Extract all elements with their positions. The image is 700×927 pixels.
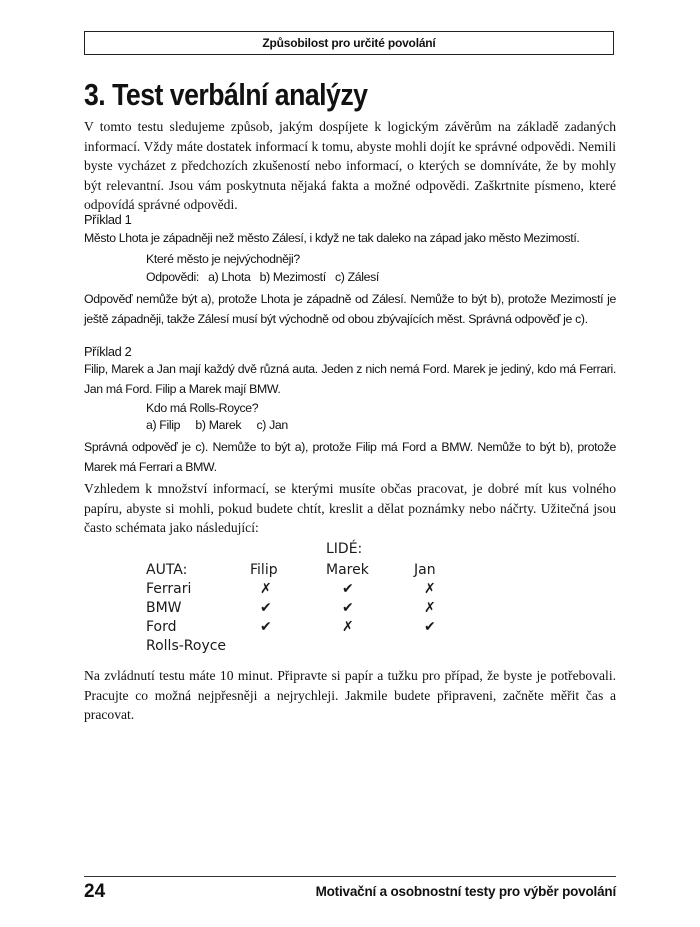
schema-person-header: Filip [250, 562, 278, 578]
running-header-text: Způsobilost pro určité povolání [262, 36, 436, 50]
notes-paragraph: Vzhledem k množství informací, se kterými musíte občas pracovat, je dobré mít kus volného papíru, abyste si mohli, pokud budete chtít, kreslit a dělat poznámky nebo náčrty. Užitečná jsou často schémata jako následující: [84, 481, 616, 535]
schema-car-label: Ferrari [146, 581, 192, 597]
schema-mark: ✗ [424, 600, 436, 616]
schema-people-label: LIDÉ: [326, 541, 363, 557]
schema-car-label: BMW [146, 600, 182, 616]
schema-mark: ✔ [342, 581, 354, 597]
example2-heading: Příklad 2 [84, 344, 132, 359]
example1-statement: Město Lhota je západněji než město Zálesí, i když ne tak daleko na západ jako město Mezimostí. [84, 231, 580, 245]
schema-mark: ✗ [424, 581, 436, 597]
schema-mark: ✔ [342, 600, 354, 616]
page-number: 24 [84, 881, 106, 902]
schema-mark: ✗ [260, 581, 272, 597]
schema-mark: ✔ [260, 619, 272, 635]
schema-cars-label: AUTA: [146, 562, 188, 578]
example1-options: Odpovědi: a) Lhota b) Mezimostí c) Zálesí [146, 270, 380, 284]
footer-rule [84, 876, 616, 877]
closing-paragraph: Na zvládnutí testu máte 10 minut. Připravte si papír a tužku pro případ, že byste je potřebovali. Pracujte co možná nejpřesněji a nejrychleji. Jakmile budete připraveni, začněte měřit čas a pracovat. [84, 668, 616, 722]
example1-question: Které město je nejvýchodněji? [146, 252, 300, 266]
running-header [84, 31, 614, 55]
example2-explanation: Správná odpověď je c). Nemůže to být a), protože Filip má Ford a BMW. Nemůže to být b), protože Marek má Ferrari a BMW. [84, 440, 616, 474]
example1-heading: Příklad 1 [84, 212, 132, 227]
schema-mark: ✗ [342, 619, 354, 635]
schema-car-label: Ford [146, 619, 177, 635]
schema-person-header: Marek [326, 562, 369, 578]
example2-question: Kdo má Rolls-Royce? [146, 401, 259, 415]
intro-paragraph: V tomto testu sledujeme způsob, jakým dospíjete k logickým závěrům na základě zadaných informací. Vždy máte dostatek informací k tomu, abyste mohli dojít ke správné odpovědi. Nemili byste vycházet z předchozích zkušeností nebo informací, o kterých se domníváte, že by mohly být relevantní. Jsou vám poskytnuta nějaká fakta a možné odpovědi. Zaškrtnite písmeno, které odpovídá správné odpovědi. [84, 119, 616, 212]
example1-explanation: Odpověď nemůže být a), protože Lhota je západně od Zálesí. Nemůže to být b), protože Mezimostí je ještě západněji, takže Zálesí musí být východně od obou zbývajících měst. Správná odpověď je c). [84, 292, 616, 326]
schema-mark: ✔ [260, 600, 272, 616]
schema-person-header: Jan [414, 562, 436, 578]
example2-options: a) Filip b) Marek c) Jan [146, 418, 288, 432]
example2-statement: Filip, Marek a Jan mají každý dvě různá auta. Jeden z nich nemá Ford. Marek je jediný, kdo má Ferrari. Jan má Ford. Filip a Marek mají BMW. [84, 362, 616, 396]
footer-book-title: Motivační a osobnostní testy pro výběr povolání [315, 884, 616, 899]
schema-car-label: Rolls-Royce [146, 638, 227, 654]
schema-mark: ✔ [424, 619, 436, 635]
chapter-title: 3. Test verbální analýzy [84, 77, 368, 112]
